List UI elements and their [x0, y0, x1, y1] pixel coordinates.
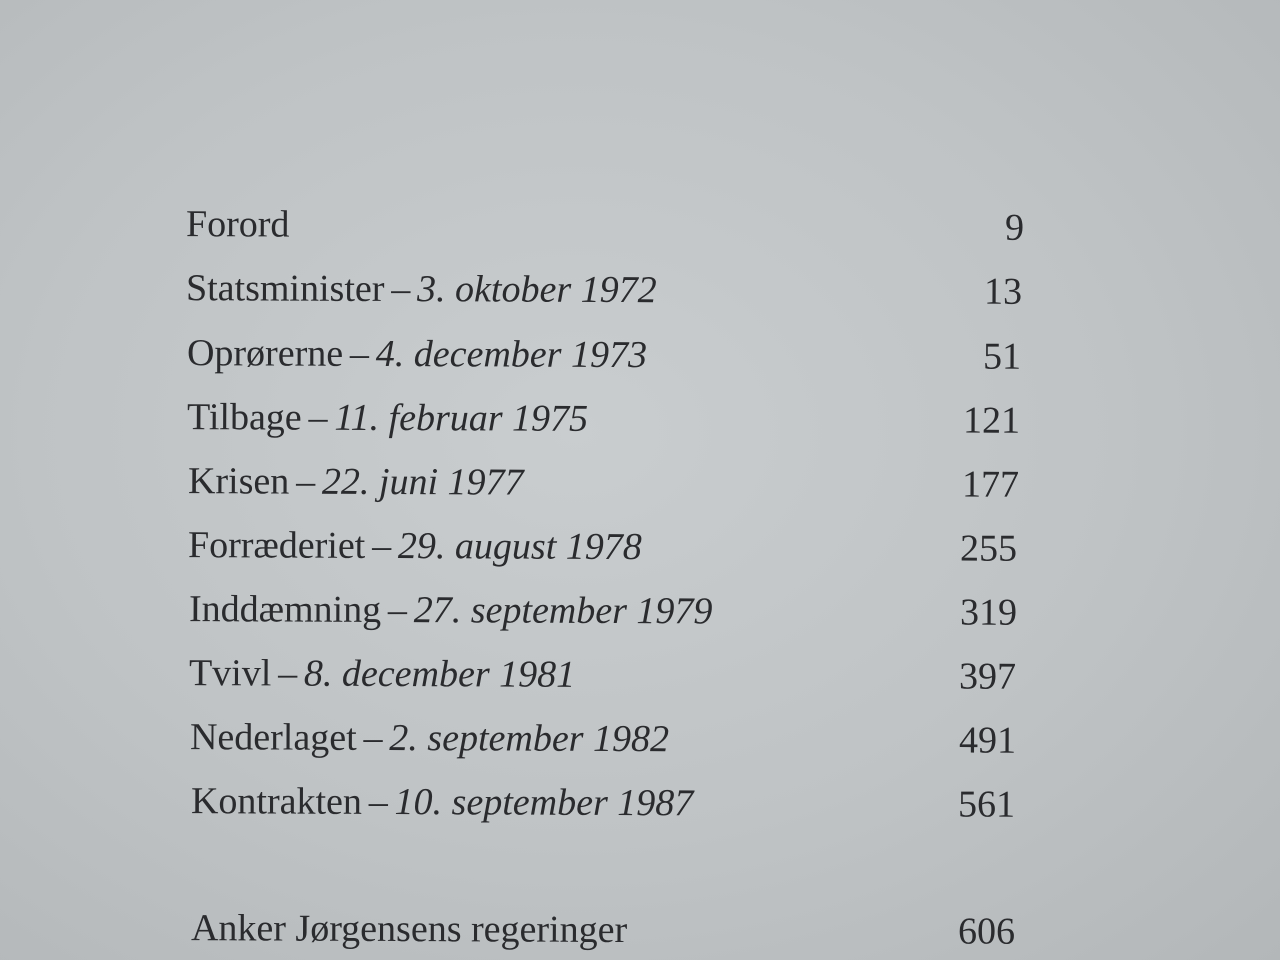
toc-entry-date: 29. august 1978 [397, 525, 642, 569]
toc-entry-title: Krisen – 22. juni 1977 [187, 460, 524, 504]
toc-entry-date: 11. februar 1975 [334, 396, 589, 440]
toc-entry-page: 397 [958, 655, 1017, 698]
toc-entry-regeringer [191, 904, 1051, 956]
toc-entry-krisen [188, 457, 1048, 509]
toc-entry-title: Oprørerne – 4. december 1973 [186, 332, 648, 377]
toc-entry-date: 8. december 1981 [303, 652, 576, 696]
toc-entry-title: Tvivl – 8. december 1981 [188, 652, 576, 696]
toc-entry-date: 27. september 1979 [413, 589, 713, 633]
toc-entry-kontrakten [191, 777, 1051, 829]
toc-entry-inddaemning [189, 585, 1049, 637]
toc-entry-date: 22. juni 1977 [321, 460, 524, 504]
toc-entry-title: Statsminister – 3. oktober 1972 [185, 267, 657, 312]
toc-entry-title: Forræderiet – 29. august 1978 [187, 524, 642, 569]
toc-entry-title: Inddæmning – 27. september 1979 [188, 588, 713, 633]
toc-entry-date: 4. december 1973 [375, 332, 648, 377]
toc-entry-date: 10. september 1987 [394, 781, 694, 825]
toc-entry-forraederiet [188, 521, 1048, 573]
toc-entry-title: Anker Jørgensens regeringer [190, 907, 628, 952]
toc-entry-oprorerne [187, 329, 1047, 381]
toc-entry-page: 13 [983, 270, 1023, 313]
toc-entry-page: 51 [982, 335, 1022, 378]
toc-entry-page: 9 [1004, 206, 1025, 249]
toc-entry-forord [186, 200, 1046, 252]
toc-entry-page: 177 [961, 463, 1020, 506]
toc-entry-page: 319 [959, 591, 1018, 634]
toc-entry-statsminister [186, 264, 1046, 316]
toc-entry-page: 561 [957, 783, 1016, 826]
toc-entry-tvivl [189, 649, 1049, 701]
toc-entry-page: 606 [957, 910, 1016, 953]
toc-entry-title: Nederlaget – 2. september 1982 [189, 716, 670, 761]
toc-entry-page: 491 [958, 719, 1017, 762]
toc-entry-date: 2. september 1982 [389, 716, 670, 761]
toc-entry-nederlaget [190, 713, 1050, 765]
toc-entry-title: Tilbage – 11. februar 1975 [186, 396, 589, 440]
toc-entry-title: Kontrakten – 10. september 1987 [190, 780, 694, 825]
toc-entry-title: Forord [185, 203, 290, 246]
toc-entry-page: 255 [959, 527, 1018, 570]
toc-entry-page: 121 [962, 399, 1021, 442]
toc-entry-date: 3. oktober 1972 [417, 268, 657, 312]
toc-entry-tilbage [187, 393, 1047, 445]
